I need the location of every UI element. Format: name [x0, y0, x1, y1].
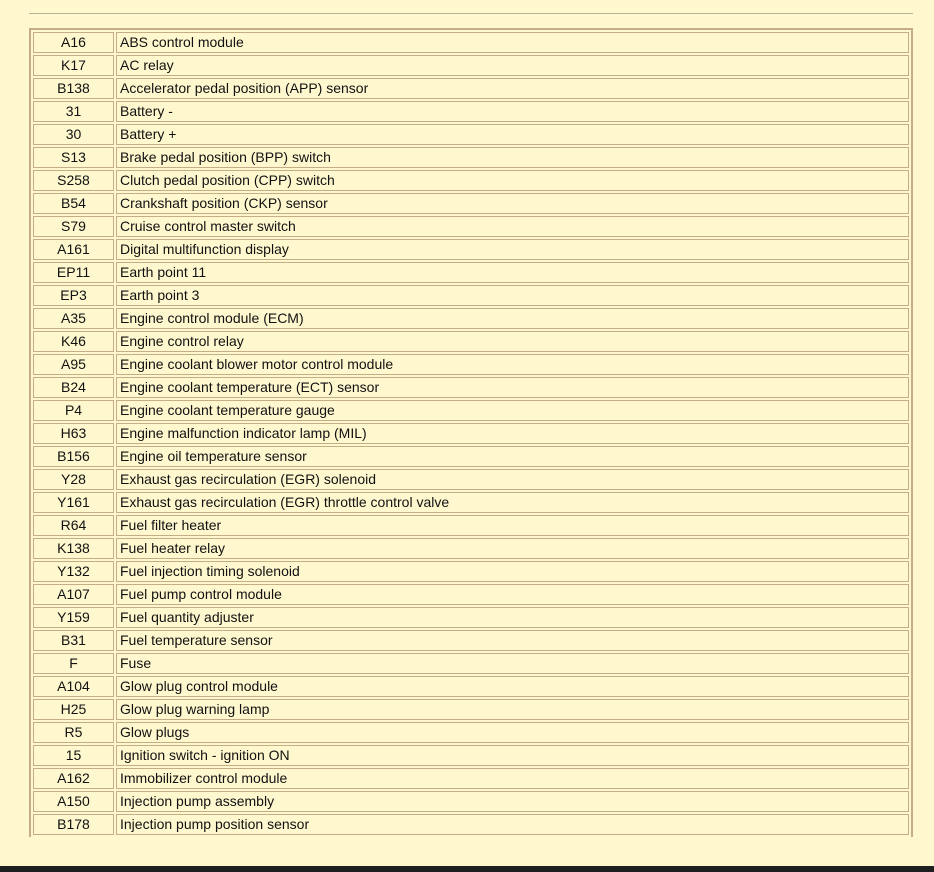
component-description: Engine control module (ECM) [116, 308, 909, 329]
component-description: Battery + [116, 124, 909, 145]
component-code: K46 [33, 331, 114, 352]
component-description: Engine control relay [116, 331, 909, 352]
component-code: B31 [33, 630, 114, 651]
component-code: 31 [33, 101, 114, 122]
component-description: Engine coolant temperature (ECT) sensor [116, 377, 909, 398]
table-row [33, 262, 909, 283]
component-description: Fuel quantity adjuster [116, 607, 909, 628]
component-description: Clutch pedal position (CPP) switch [116, 170, 909, 191]
component-code: A162 [33, 768, 114, 789]
table-row [33, 653, 909, 674]
component-legend-table [29, 28, 913, 837]
component-description: Earth point 3 [116, 285, 909, 306]
component-description: Brake pedal position (BPP) switch [116, 147, 909, 168]
table-row [33, 607, 909, 628]
top-divider [29, 13, 913, 14]
component-code: A35 [33, 308, 114, 329]
component-code: R64 [33, 515, 114, 536]
table-row [33, 538, 909, 559]
component-code: B156 [33, 446, 114, 467]
component-description: Engine oil temperature sensor [116, 446, 909, 467]
component-description: Engine coolant blower motor control module [116, 354, 909, 375]
component-code: A161 [33, 239, 114, 260]
table-row [33, 147, 909, 168]
table-row [33, 354, 909, 375]
table-row [33, 515, 909, 536]
component-code: S13 [33, 147, 114, 168]
component-description: Fuel heater relay [116, 538, 909, 559]
component-description: Exhaust gas recirculation (EGR) solenoid [116, 469, 909, 490]
table-row [33, 446, 909, 467]
table-row [33, 285, 909, 306]
table-row [33, 423, 909, 444]
component-description: Fuel temperature sensor [116, 630, 909, 651]
component-code: S79 [33, 216, 114, 237]
component-description: Immobilizer control module [116, 768, 909, 789]
component-code: F [33, 653, 114, 674]
table-row [33, 78, 909, 99]
component-description: Accelerator pedal position (APP) sensor [116, 78, 909, 99]
component-description: AC relay [116, 55, 909, 76]
component-description: Crankshaft position (CKP) sensor [116, 193, 909, 214]
table-row [33, 101, 909, 122]
component-description: Glow plugs [116, 722, 909, 743]
component-code: R5 [33, 722, 114, 743]
table-row [33, 469, 909, 490]
table-row [33, 699, 909, 720]
table-row [33, 492, 909, 513]
component-description: Fuel filter heater [116, 515, 909, 536]
component-code: 30 [33, 124, 114, 145]
component-code: Y28 [33, 469, 114, 490]
table-row [33, 676, 909, 697]
component-description: Fuel pump control module [116, 584, 909, 605]
table-row [33, 768, 909, 789]
component-description: Injection pump assembly [116, 791, 909, 812]
component-code: Y159 [33, 607, 114, 628]
component-description: Glow plug warning lamp [116, 699, 909, 720]
table-row [33, 193, 909, 214]
component-code: K17 [33, 55, 114, 76]
component-description: Ignition switch - ignition ON [116, 745, 909, 766]
table-row [33, 814, 909, 835]
component-code: P4 [33, 400, 114, 421]
component-description: Fuel injection timing solenoid [116, 561, 909, 582]
legend-table-body [33, 32, 909, 835]
table-row [33, 239, 909, 260]
table-row [33, 170, 909, 191]
component-code: A16 [33, 32, 114, 53]
component-code: A107 [33, 584, 114, 605]
table-row [33, 124, 909, 145]
component-code: K138 [33, 538, 114, 559]
component-code: A104 [33, 676, 114, 697]
component-description: Earth point 11 [116, 262, 909, 283]
table-row [33, 32, 909, 53]
table-row [33, 55, 909, 76]
component-code: B138 [33, 78, 114, 99]
table-row [33, 722, 909, 743]
table-row [33, 561, 909, 582]
component-description: Fuse [116, 653, 909, 674]
table-row [33, 331, 909, 352]
component-code: A150 [33, 791, 114, 812]
component-code: S258 [33, 170, 114, 191]
component-description: ABS control module [116, 32, 909, 53]
table-row [33, 791, 909, 812]
component-description: Exhaust gas recirculation (EGR) throttle control valve [116, 492, 909, 513]
table-row [33, 400, 909, 421]
component-code: EP3 [33, 285, 114, 306]
component-code: B178 [33, 814, 114, 835]
component-code: Y161 [33, 492, 114, 513]
table-row [33, 745, 909, 766]
bottom-frame-bar [0, 866, 934, 872]
component-code: H63 [33, 423, 114, 444]
component-code: 15 [33, 745, 114, 766]
component-code: B54 [33, 193, 114, 214]
component-description: Engine coolant temperature gauge [116, 400, 909, 421]
component-description: Battery - [116, 101, 909, 122]
table-row [33, 377, 909, 398]
component-description: Digital multifunction display [116, 239, 909, 260]
component-code: B24 [33, 377, 114, 398]
table-row [33, 308, 909, 329]
component-description: Engine malfunction indicator lamp (MIL) [116, 423, 909, 444]
component-description: Glow plug control module [116, 676, 909, 697]
component-code: A95 [33, 354, 114, 375]
component-code: Y132 [33, 561, 114, 582]
table-row [33, 216, 909, 237]
table-row [33, 584, 909, 605]
component-code: EP11 [33, 262, 114, 283]
component-description: Cruise control master switch [116, 216, 909, 237]
component-description: Injection pump position sensor [116, 814, 909, 835]
table-row [33, 630, 909, 651]
component-code: H25 [33, 699, 114, 720]
